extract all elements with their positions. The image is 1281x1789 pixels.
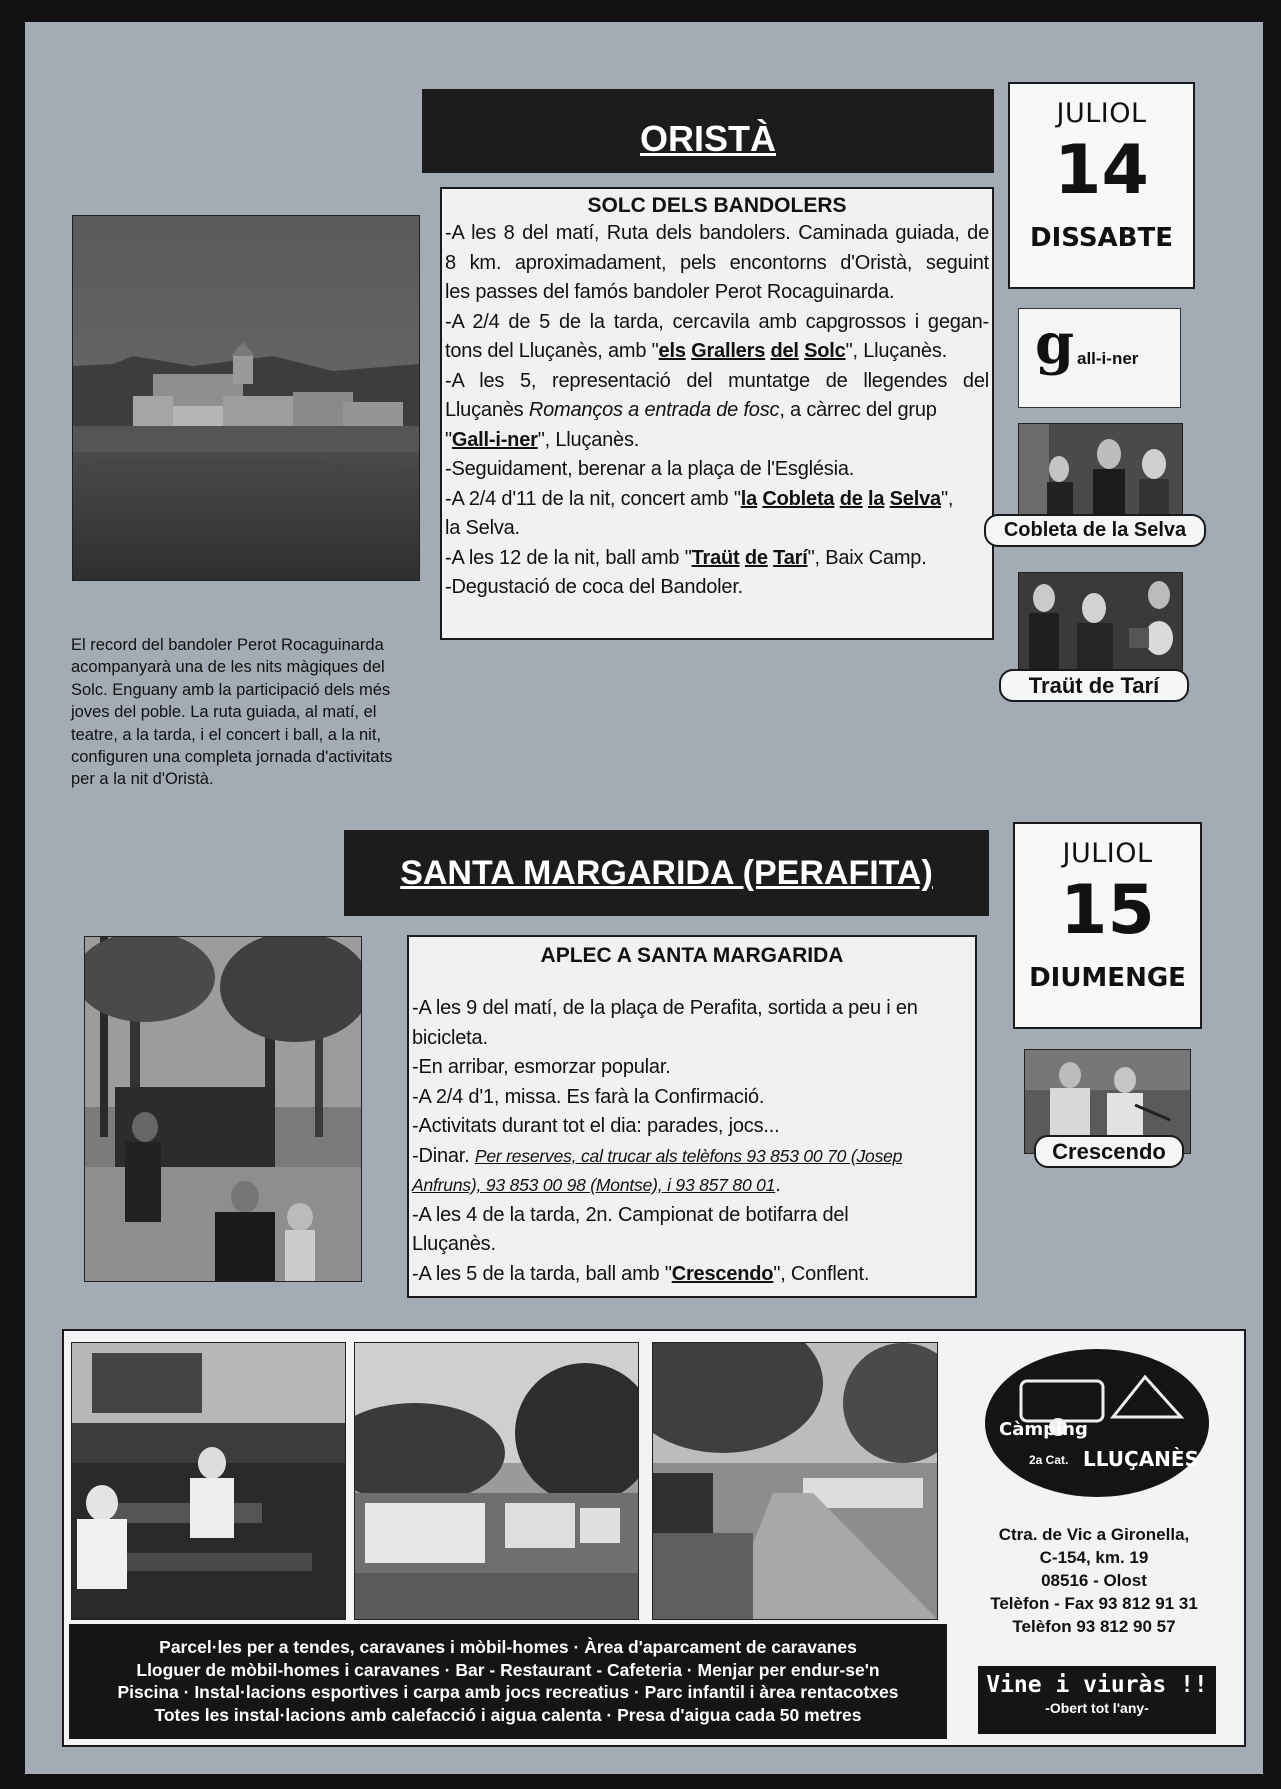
reservations-text: Anfruns), 93 853 00 98 (Montse), i 93 857 80 01 (412, 1175, 776, 1195)
orista-village-photo (72, 215, 420, 581)
program-line: les passes del famós bandoler Perot Rocaguinarda. (445, 281, 895, 303)
date-day: 14 (1054, 131, 1149, 210)
link-tari: Tarí (773, 546, 808, 569)
reservations-text: Per reserves, cal trucar als telèfons 93 853 00 70 (Josep (474, 1145, 903, 1166)
text: -A 2/4 d'11 de la nit, concert amb " (445, 487, 741, 510)
trauit-photo-image (1019, 573, 1182, 670)
program-line: 8 km. aproximadament, pels encontorns d'Oristà, seguint (445, 251, 989, 274)
trauit-band-label: Traüt de Tarí (999, 669, 1189, 702)
service-line: Totes les instal·lacions amb calefacció i aigua calenta · Presa d'aigua cada 50 metres (154, 1704, 862, 1725)
program-line: -Degustació de coca del Bandoler. (445, 576, 744, 598)
date-card-14 (1008, 82, 1195, 289)
orista-box-title: SOLC DELS BANDOLERS (587, 194, 847, 217)
link-cobleta: Cobleta (762, 487, 835, 510)
service-line: Parcel·les per a tendes, caravanes i mòbil-homes · Àrea d'aparcament de caravanes (159, 1637, 857, 1657)
program-line: bicicleta. (412, 1026, 488, 1049)
text: -Dinar. (412, 1144, 475, 1167)
caption-line: per a la nit d'Oristà. (71, 770, 214, 789)
text: " (445, 428, 452, 451)
camping-bar-photo (71, 1342, 346, 1620)
program-line: -A les 4 de la tarda, 2n. Campionat de botifarra del (412, 1203, 849, 1226)
bar-photo-image (72, 1343, 345, 1619)
program-line: -Seguidament, berenar a la plaça de l'Església. (445, 458, 855, 480)
link-solc: Solc (804, 340, 846, 362)
program-line: -En arribar, esmorzar popular. (412, 1056, 671, 1078)
orista-title-text: ORISTÀ (639, 118, 776, 159)
trauit-band-photo (1018, 572, 1183, 671)
santa-margarida-title-text: SANTA MARGARIDA (PERAFITA) (400, 854, 933, 892)
text: ", Conflent. (773, 1262, 870, 1285)
text: -A les 5 de la tarda, ball amb " (412, 1262, 672, 1285)
link-del: del (770, 340, 799, 362)
link-crescendo: Crescendo (671, 1262, 774, 1285)
program-line: -A 2/4 de 5 de la tarda, cercavila amb capgrossos i gegan- (445, 310, 989, 333)
logo-camping-text: Càmping (999, 1419, 1088, 1440)
aplec-photo-image (85, 937, 361, 1281)
gallimer-logo-text: all-i-ner (1077, 349, 1139, 368)
caption-line: joves del poble. La ruta guiada, al matí, el (71, 703, 377, 722)
magazine-page (25, 22, 1263, 1774)
group-gallimer: Gall-i-ner (451, 428, 538, 451)
program-line: -A les 5, representació del muntatge de llegendes del (445, 369, 989, 392)
phone-fax: Telèfon - Fax 93 812 91 31 (990, 1594, 1198, 1613)
slogan-subtext: -Obert tot l'any- (1045, 1700, 1149, 1716)
link-la: la (868, 487, 885, 510)
caravans-photo-image (355, 1343, 638, 1619)
text: ", Lluçanès. (537, 428, 640, 451)
program-line: -A 2/4 d'1, missa. Es farà la Confirmació. (412, 1085, 765, 1108)
crescendo-band-label: Crescendo (1034, 1135, 1184, 1168)
date-month: JULIOL (1062, 838, 1153, 869)
program-line (445, 396, 989, 426)
text: Lluçanès (445, 399, 529, 421)
logo-category: 2a Cat. (1029, 1453, 1069, 1467)
link-selva: Selva (889, 487, 941, 510)
program-line: -A les 8 del matí, Ruta dels bandolers. Caminada guiada, de (445, 222, 989, 244)
address-line: Ctra. de Vic a Gironella, (998, 1525, 1190, 1544)
date-month: JULIOL (1056, 98, 1147, 129)
camping-caravans-photo (354, 1342, 639, 1620)
orista-title (422, 89, 994, 173)
text: . (775, 1174, 781, 1196)
text: tons del Lluçanès, amb " (445, 340, 659, 362)
text: ", Lluçanès. (845, 340, 948, 362)
orista-program-box (440, 187, 994, 640)
santa-margarida-title (344, 830, 989, 916)
service-line: Lloguer de mòbil-homes i caravanes · Bar - Restaurant - Cafeteria · Menjar per endur-se'n (136, 1659, 880, 1680)
village-photo-image (73, 216, 419, 580)
program-line: -Activitats durant tot el dia: parades, jocs... (412, 1115, 780, 1137)
camping-address (949, 1523, 1239, 1638)
camping-lluçanes-logo (983, 1347, 1211, 1499)
aplec-photo (84, 936, 362, 1282)
link-grallers: Grallers (691, 340, 766, 362)
text: -A les 12 de la nit, ball amb " (445, 546, 692, 569)
camping-ad (62, 1329, 1246, 1747)
date-card-15 (1013, 822, 1202, 1029)
program-line (445, 337, 989, 367)
link-de: de (744, 546, 768, 569)
camping-slogan (978, 1666, 1216, 1734)
program-line (412, 1142, 972, 1172)
link-trauit: Traüt (691, 546, 740, 569)
cobleta-band-label: Cobleta de la Selva (984, 514, 1206, 547)
program-line (445, 485, 989, 515)
date-weekday: DIUMENGE (1029, 963, 1186, 993)
program-line (445, 544, 989, 574)
gallimer-logo (1018, 308, 1181, 408)
address-line: C-154, km. 19 (1039, 1548, 1149, 1567)
aplec-box-title: APLEC A SANTA MARGARIDA (540, 944, 844, 967)
caption-line: Solc. Enguany amb la participació dels més (71, 680, 391, 699)
address-line: 08516 - Olost (1041, 1571, 1147, 1590)
link-de: de (839, 487, 863, 510)
work-title: Romanços a entrada de fosc (528, 399, 780, 421)
program-line (412, 1171, 972, 1201)
caption-line: teatre, a la tarda, i el concert i ball, a la nit, (71, 725, 381, 744)
camping-grounds-photo (652, 1342, 938, 1620)
link-els: els (658, 340, 686, 362)
slogan-text: Vine i viuràs !! (986, 1672, 1208, 1698)
date-day: 15 (1060, 871, 1155, 950)
aplec-program-box (407, 935, 977, 1298)
program-line (412, 1260, 972, 1290)
logo-name: LLUÇANÈS (1083, 1447, 1199, 1471)
gallimer-logo-letter: g (1035, 311, 1075, 377)
text: ", Baix Camp. (807, 546, 927, 569)
orista-photo-caption (71, 634, 401, 791)
program-line: la Selva. (445, 517, 520, 539)
text: ", (940, 487, 954, 510)
program-line (445, 426, 989, 456)
camping-services (69, 1624, 947, 1739)
link-la: la (740, 487, 758, 510)
service-line: Piscina · Instal·lacions esportives i carpa amb jocs recreatius · Parc infantil i àrea rentacotxes (117, 1682, 899, 1702)
date-weekday: DISSABTE (1030, 223, 1173, 253)
phone: Telèfon 93 812 90 57 (1012, 1617, 1176, 1636)
program-line: -A les 9 del matí, de la plaça de Perafita, sortida a peu i en (412, 997, 918, 1019)
caption-line: El record del bandoler Perot Rocaguinarda (71, 636, 384, 654)
program-line: Lluçanès. (412, 1233, 496, 1255)
caption-line: acompanyarà una de les nits màgiques del (71, 658, 385, 677)
text: , a càrrec del grup (779, 399, 937, 421)
caption-line: configuren una completa jornada d'activitats (71, 748, 393, 767)
grounds-photo-image (653, 1343, 937, 1619)
